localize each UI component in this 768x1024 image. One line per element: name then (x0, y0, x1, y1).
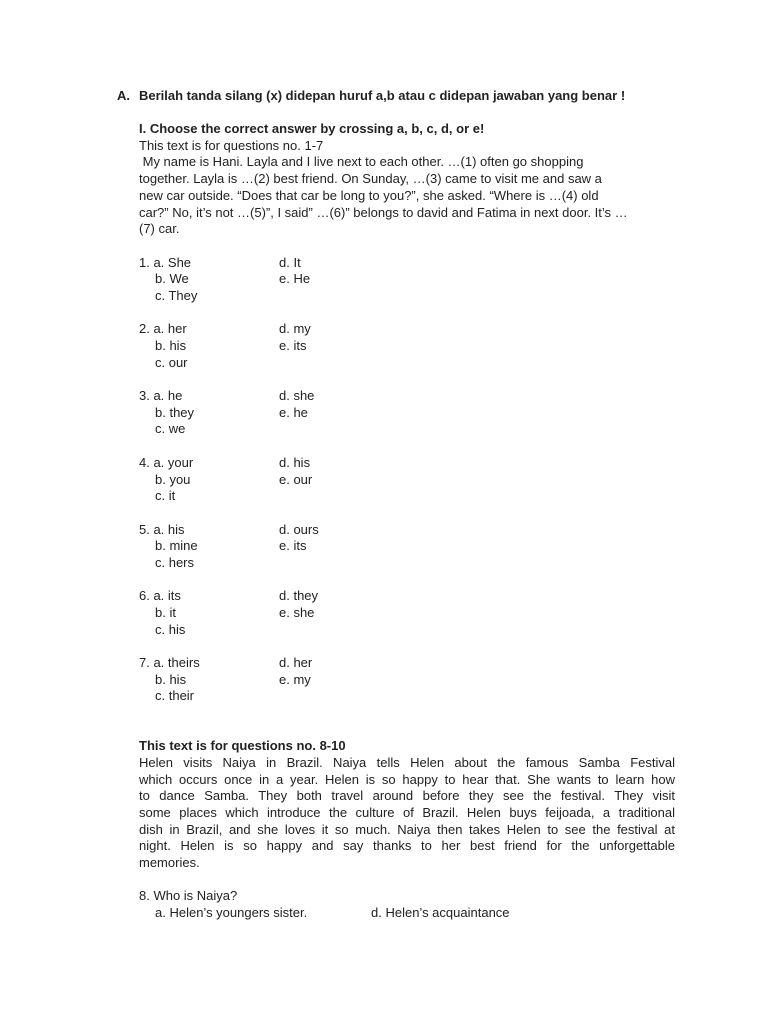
passage-line: night. Helen is so happy and say thanks to her best friend for the unforgettable (139, 838, 675, 854)
passage-line: memories. (139, 855, 200, 871)
option-d[interactable]: d. my (279, 321, 311, 337)
option-b[interactable]: b. his (155, 671, 187, 687)
option-e[interactable]: e. he (279, 404, 308, 420)
option-a[interactable]: 2. a. her (139, 321, 187, 337)
passage-line: (7) car. (139, 221, 180, 237)
part1-intro: This text is for questions no. 1-7 (139, 137, 324, 153)
option-b[interactable]: b. We (155, 271, 189, 287)
part2-intro: This text is for questions no. 8-10 (139, 738, 346, 754)
option-b[interactable]: b. you (155, 471, 191, 487)
option-e[interactable]: e. its (279, 338, 307, 354)
question-1 (139, 255, 675, 305)
question-6 (139, 588, 675, 638)
passage-line: together. Layla is …(2) best friend. On Sunday, …(3) came to visit me and saw a (139, 171, 602, 187)
option-d[interactable]: d. her (279, 655, 313, 671)
option-a[interactable]: 5. a. his (139, 521, 185, 537)
option-c[interactable]: c. it (155, 488, 176, 504)
option-c[interactable]: c. we (155, 421, 186, 437)
question-2 (139, 321, 675, 371)
option-e[interactable]: e. our (279, 471, 313, 487)
option-c[interactable]: c. their (155, 688, 195, 704)
passage-line: which occurs once in a year. Helen is so happy to hear that. She wants to learn how (139, 771, 675, 787)
part1-title: I. Choose the correct answer by crossing a, b, c, d, or e! (139, 121, 485, 136)
option-a[interactable]: 1. a. She (139, 254, 192, 270)
option-c[interactable]: c. our (155, 354, 188, 370)
section-letter: A. (117, 88, 130, 103)
option-a[interactable]: 7. a. theirs (139, 655, 200, 671)
option-e[interactable]: e. He (279, 271, 311, 287)
passage-line: My name is Hani. Layla and I live next to each other. …(1) often go shopping (139, 154, 584, 170)
option-a[interactable]: 4. a. your (139, 454, 194, 470)
option-d[interactable]: d. Helen’s acquaintance (371, 905, 510, 921)
option-b[interactable]: b. they (155, 404, 195, 420)
question-text: 8. Who is Naiya? (139, 888, 238, 904)
option-a[interactable]: a. Helen’s youngers sister. (155, 905, 308, 921)
option-d[interactable]: d. she (279, 388, 315, 404)
option-e[interactable]: e. its (279, 538, 307, 554)
question-5 (139, 522, 675, 572)
question-3 (139, 388, 675, 438)
section-a-heading (117, 88, 625, 105)
passage-line: some places which introduce the culture of Brazil. Helen buys feijoada, a traditional (139, 804, 675, 820)
option-c[interactable]: c. hers (155, 554, 195, 570)
part1-passage (139, 154, 675, 238)
question-4 (139, 455, 675, 505)
content (139, 121, 675, 922)
option-e[interactable]: e. my (279, 671, 311, 687)
option-b[interactable]: b. his (155, 338, 187, 354)
part2-passage (139, 755, 675, 872)
option-a[interactable]: 6. a. its (139, 588, 181, 604)
passage-line: car?” No, it’s not …(5)”, I said” …(6)” belongs to david and Fatima in next door. It’s … (139, 204, 628, 220)
option-c[interactable]: c. his (155, 621, 186, 637)
option-d[interactable]: d. his (279, 454, 311, 470)
option-d[interactable]: d. It (279, 254, 301, 270)
passage-line: Helen visits Naiya in Brazil. Naiya tells Helen about the famous Samba Festival (139, 754, 675, 770)
option-b[interactable]: b. mine (155, 538, 198, 554)
question-8 (139, 888, 675, 921)
option-d[interactable]: d. ours (279, 521, 319, 537)
spacer (139, 705, 675, 738)
option-e[interactable]: e. she (279, 605, 315, 621)
passage-line: to dance Samba. They both travel around before they see the festival. They visit (139, 788, 675, 804)
passage-line: dish in Brazil, and she loves it so much. Naiya then takes Helen to see the festival at (139, 821, 675, 837)
question-7 (139, 655, 675, 705)
section-instruction: Berilah tanda silang (x) didepan huruf a,b atau c didepan jawaban yang benar ! (139, 88, 626, 103)
option-d[interactable]: d. they (279, 588, 319, 604)
option-b[interactable]: b. it (155, 605, 176, 621)
passage-line: new car outside. “Does that car be long to you?”, she asked. “Where is …(4) old (139, 187, 599, 203)
option-a[interactable]: 3. a. he (139, 388, 183, 404)
option-c[interactable]: c. They (155, 287, 198, 303)
